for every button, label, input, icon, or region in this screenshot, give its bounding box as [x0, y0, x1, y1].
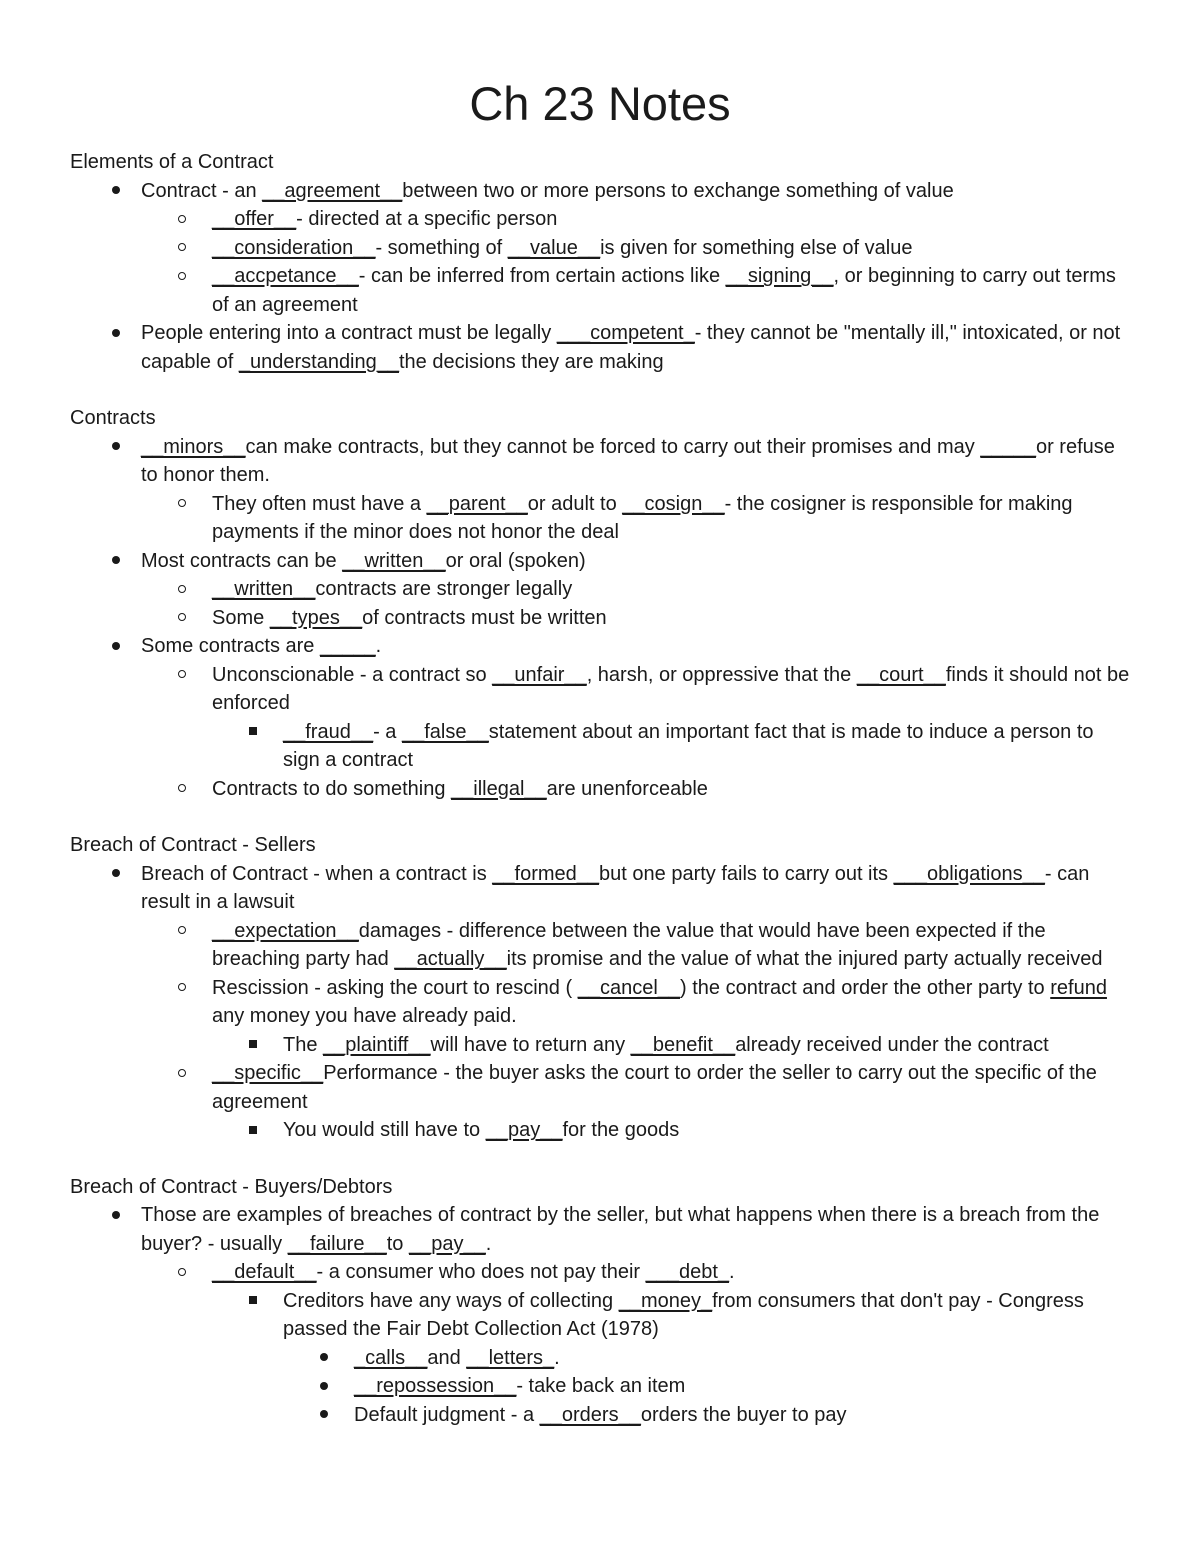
fill-in-blank-answer: __written__	[342, 549, 446, 572]
fill-in-blank-answer: __value__	[507, 236, 601, 259]
fill-in-blank-answer: __types__	[269, 606, 363, 629]
list-item	[70, 433, 1130, 490]
fill-in-blank-answer: _understanding__	[238, 350, 399, 373]
fill-in-blank-answer: __pay__	[408, 1232, 486, 1255]
fill-in-blank-answer: __unfair__	[492, 663, 587, 686]
item-text: are unenforceable	[546, 777, 708, 800]
item-text: of contracts must be written	[362, 606, 607, 629]
fill-in-blank-answer: __fraud__	[283, 720, 374, 743]
list-item	[70, 205, 1130, 234]
item-text: Performance - the buyer asks the court to order the seller to carry out the specific of the agreement	[212, 1062, 1097, 1113]
list-item	[70, 718, 1130, 775]
list-item	[70, 1344, 1130, 1373]
item-text: or refuse to honor them.	[141, 435, 1115, 487]
fill-in-blank-answer: __expectation__	[212, 919, 359, 942]
item-text: - the cosigner is responsible for making payments if the minor does not honor the deal	[212, 492, 1073, 544]
item-text: Contracts to do something	[212, 777, 452, 800]
notes-section	[70, 1173, 1130, 1430]
bullet-dot-icon	[314, 1344, 334, 1373]
item-text: damages - difference between the value that would have been expected if the breaching party had	[212, 919, 1046, 971]
item-text: Unconscionable - a contract so	[212, 663, 493, 686]
notes-section	[70, 404, 1130, 803]
list-item	[70, 1287, 1130, 1344]
fill-in-blank-answer: _____	[980, 435, 1036, 458]
section-heading: Contracts	[70, 407, 156, 430]
item-text: its promise and the value of what the injured party actually received	[506, 948, 1103, 971]
bullet-circle-icon	[172, 262, 192, 291]
item-text: Some contracts are	[141, 635, 320, 658]
item-text: You would still have to	[283, 1119, 486, 1142]
item-text: or oral (spoken)	[445, 549, 586, 572]
item-text: - can be inferred from certain actions like	[358, 265, 726, 288]
item-text: Some	[212, 606, 270, 629]
item-text: or adult to	[527, 492, 623, 515]
item-text: to	[386, 1232, 409, 1255]
notes-body	[70, 148, 1130, 1429]
item-text: can make contracts, but they cannot be forced to carry out their promises and may	[245, 435, 981, 458]
page-title: Ch 23 Notes	[469, 77, 731, 130]
list-item	[70, 1116, 1130, 1145]
fill-in-blank-answer: __parent__	[426, 492, 528, 515]
list-item	[70, 234, 1130, 263]
bullet-list	[70, 860, 1130, 1145]
bullet-square-icon	[243, 1031, 263, 1060]
list-item	[70, 575, 1130, 604]
fill-in-blank-answer: refund	[1050, 976, 1107, 999]
item-text: will have to return any	[430, 1033, 631, 1056]
fill-in-blank-answer: __formed__	[492, 862, 600, 885]
bullet-circle-icon	[172, 661, 192, 690]
bullet-list	[70, 433, 1130, 804]
fill-in-blank-answer: __default__	[212, 1261, 317, 1284]
item-text: People entering into a contract must be legally	[141, 322, 557, 345]
notes-section	[70, 148, 1130, 376]
bullet-dot-icon	[106, 319, 126, 348]
fill-in-blank-answer: ___debt_	[645, 1261, 730, 1284]
list-item	[70, 547, 1130, 576]
list-item	[70, 490, 1130, 547]
item-text: - take back an item	[516, 1375, 686, 1398]
fill-in-blank-answer: _calls__	[354, 1346, 428, 1369]
fill-in-blank-answer: _____	[319, 635, 376, 658]
list-item	[70, 1031, 1130, 1060]
item-text: .	[485, 1232, 492, 1255]
bullet-circle-icon	[172, 604, 192, 633]
list-item	[70, 1401, 1130, 1430]
bullet-circle-icon	[172, 917, 192, 946]
item-text: Contract - an	[141, 179, 263, 202]
section-heading: Breach of Contract - Sellers	[70, 834, 316, 857]
fill-in-blank-answer: __agreement__	[262, 179, 403, 202]
item-text: - a	[373, 720, 402, 743]
list-item	[70, 917, 1130, 974]
list-item	[70, 632, 1130, 661]
item-text: and	[427, 1346, 467, 1369]
fill-in-blank-answer: __letters_	[466, 1346, 555, 1369]
list-item	[70, 775, 1130, 804]
item-text: Default judgment - a	[354, 1403, 540, 1426]
fill-in-blank-answer: __consideration__	[212, 236, 376, 259]
item-text: , harsh, or oppressive that the	[586, 663, 857, 686]
bullet-circle-icon	[172, 490, 192, 519]
fill-in-blank-answer: __false__	[401, 720, 489, 743]
list-item	[70, 319, 1130, 376]
bullet-circle-icon	[172, 1258, 192, 1287]
bullet-dot-icon	[106, 177, 126, 206]
list-item	[70, 1059, 1130, 1116]
item-text: Breach of Contract - when a contract is	[141, 862, 493, 885]
item-text: but one party fails to carry out its	[599, 862, 894, 885]
fill-in-blank-answer: __actually__	[394, 948, 507, 971]
item-text: They often must have a	[212, 492, 427, 515]
fill-in-blank-answer: __money_	[618, 1289, 713, 1312]
fill-in-blank-answer: __failure__	[287, 1232, 387, 1255]
list-item	[70, 177, 1130, 206]
item-text: - something of	[375, 236, 508, 259]
item-text: - directed at a specific person	[296, 208, 558, 231]
list-item	[70, 1201, 1130, 1258]
fill-in-blank-answer: __benefit__	[630, 1033, 736, 1056]
item-text: contracts are stronger legally	[315, 578, 573, 601]
list-item	[70, 604, 1130, 633]
item-text: for the goods	[562, 1119, 680, 1142]
item-text: - a consumer who does not pay their	[316, 1261, 646, 1284]
list-item	[70, 262, 1130, 319]
fill-in-blank-answer: __plaintiff__	[323, 1033, 431, 1056]
bullet-dot-icon	[314, 1372, 334, 1401]
item-text: orders the buyer to pay	[640, 1403, 847, 1426]
bullet-square-icon	[243, 718, 263, 747]
bullet-square-icon	[243, 1287, 263, 1316]
bullet-circle-icon	[172, 205, 192, 234]
bullet-dot-icon	[106, 547, 126, 576]
fill-in-blank-answer: __accpetance__	[212, 265, 359, 288]
fill-in-blank-answer: __repossession__	[354, 1375, 517, 1398]
item-text: statement about an important fact that is made to induce a person to sign a contract	[283, 720, 1094, 772]
list-item	[70, 1372, 1130, 1401]
list-item	[70, 974, 1130, 1031]
bullet-square-icon	[243, 1116, 263, 1145]
bullet-dot-icon	[314, 1401, 334, 1430]
item-text: is given for something else of value	[600, 236, 913, 259]
item-text: .	[729, 1261, 735, 1284]
bullet-dot-icon	[106, 860, 126, 889]
item-text: Rescission - asking the court to rescind (	[212, 976, 578, 999]
item-text: finds it should not be enforced	[212, 663, 1130, 715]
item-text: any money you have already paid.	[212, 1005, 517, 1028]
bullet-circle-icon	[172, 1059, 192, 1088]
bullet-circle-icon	[172, 575, 192, 604]
bullet-dot-icon	[106, 433, 126, 462]
item-text: already received under the contract	[735, 1033, 1049, 1056]
fill-in-blank-answer: __specific__	[212, 1062, 324, 1085]
fill-in-blank-answer: __cosign__	[622, 492, 725, 515]
section-heading: Breach of Contract - Buyers/Debtors	[70, 1175, 393, 1198]
fill-in-blank-answer: __illegal__	[451, 777, 547, 800]
item-text: - can result in a lawsuit	[141, 862, 1090, 914]
item-text: - they cannot be "mentally ill," intoxicated, or not capable of	[141, 322, 1121, 373]
item-text: ) the contract and order the other party to	[680, 976, 1051, 999]
item-text: Most contracts can be	[141, 549, 343, 572]
list-item	[70, 860, 1130, 917]
bullet-circle-icon	[172, 234, 192, 263]
bullet-dot-icon	[106, 632, 126, 661]
fill-in-blank-answer: __offer__	[212, 208, 297, 231]
item-text: Those are examples of breaches of contract by the seller, but what happens when there is a breach from the buyer? - usually	[141, 1204, 1100, 1255]
section-heading: Elements of a Contract	[70, 151, 274, 174]
bullet-circle-icon	[172, 974, 192, 1003]
fill-in-blank-answer: __minors__	[141, 435, 246, 458]
item-text: The	[283, 1033, 324, 1056]
fill-in-blank-answer: __cancel__	[577, 976, 681, 999]
item-text: from consumers that don't pay - Congress passed the Fair Debt Collection Act (1978)	[283, 1289, 1084, 1341]
bullet-list	[70, 177, 1130, 377]
item-text: , or beginning to carry out terms of an agreement	[212, 265, 1116, 316]
fill-in-blank-answer: __pay__	[485, 1119, 563, 1142]
bullet-list	[70, 1201, 1130, 1429]
item-text: between two or more persons to exchange something of value	[402, 179, 954, 202]
item-text: .	[554, 1346, 560, 1369]
list-item	[70, 661, 1130, 718]
fill-in-blank-answer: __court__	[856, 663, 946, 686]
bullet-circle-icon	[172, 775, 192, 804]
fill-in-blank-answer: __orders__	[539, 1403, 641, 1426]
fill-in-blank-answer: ___competent_	[556, 322, 695, 345]
fill-in-blank-answer: __signing__	[725, 265, 834, 288]
item-text: Creditors have any ways of collecting	[283, 1289, 619, 1312]
fill-in-blank-answer: __written__	[212, 578, 316, 601]
bullet-dot-icon	[106, 1201, 126, 1230]
item-text: .	[375, 635, 382, 658]
list-item	[70, 1258, 1130, 1287]
notes-section	[70, 831, 1130, 1145]
fill-in-blank-answer: ___obligations__	[893, 862, 1045, 885]
item-text: the decisions they are making	[399, 350, 664, 373]
